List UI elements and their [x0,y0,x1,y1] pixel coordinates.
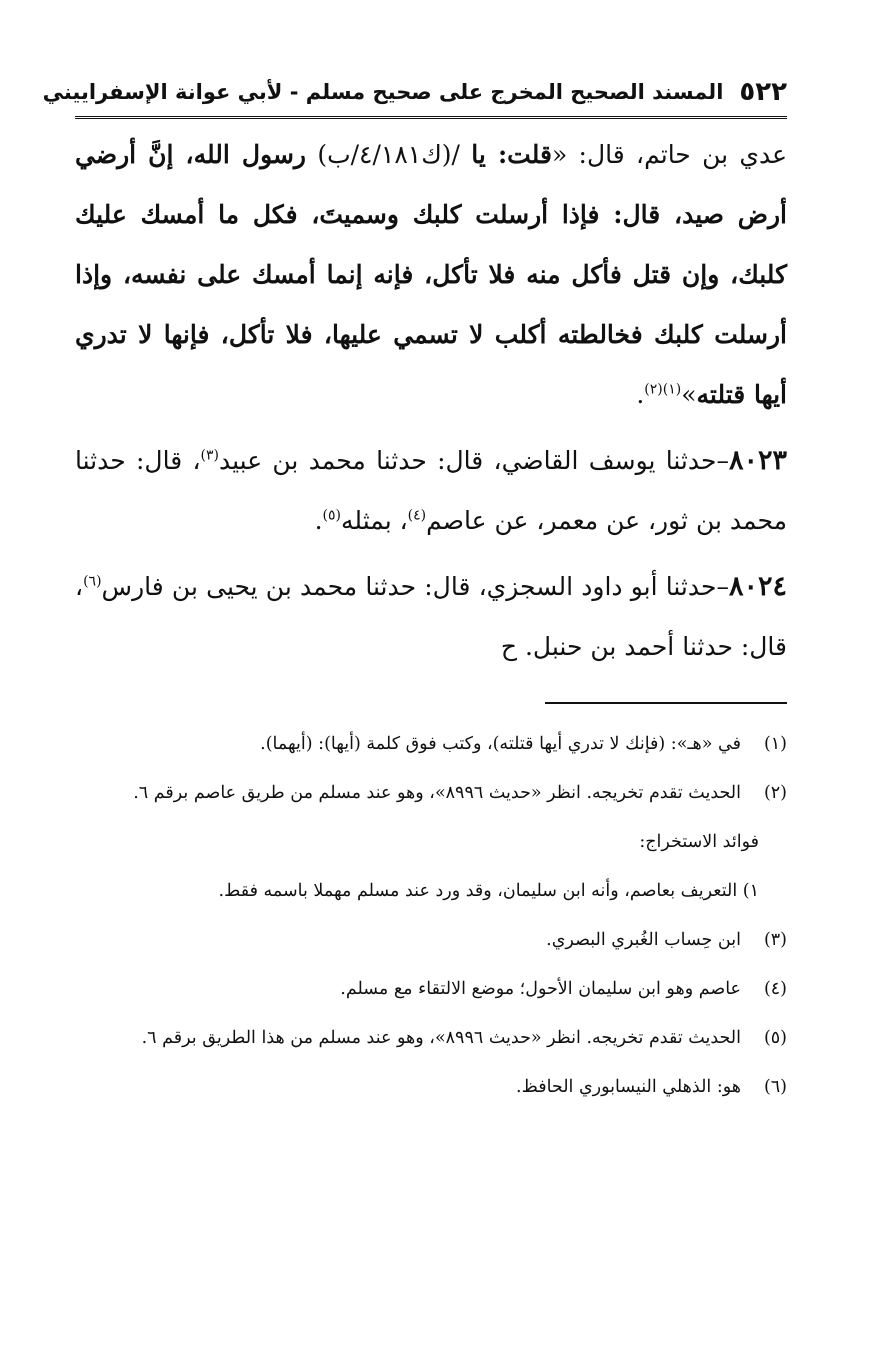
text-run: . [314,506,323,535]
bold-hadith-text: رسول الله، إنَّ أرضي أرض صيد، قال: فإذا أرسلت كلبك وسميتَ، فكل ما أمسك عليك كلبك، وإن قتل فأكل منه فلا تأكل، فإنه إنما أمسك على نفسه، وإذا أرسلت كلبك فخالطته أكلب لا تسمي عليها، فلا تأكل، فإنها لا تدري أيها قتلته [75,140,787,409]
hadith-paragraph-1 [75,125,787,425]
closing-quote: » [681,380,697,409]
bold-quote-start: قلت: يا [471,140,552,169]
hadith-number: ٨٠٢٣ [728,445,787,476]
running-title: المسند الصحيح المخرج على صحيح مسلم - لأبي عوانة الإسفراييني [42,80,724,104]
footnote-separator [545,702,787,704]
footnote-number: (٣) [763,930,787,950]
hadith-paragraph-8023 [75,431,787,551]
text-run: . [636,380,645,409]
text-run: –حدثنا يوسف القاضي، قال: حدثنا محمد بن عبيد [218,446,729,475]
footnote-text: عاصم وهو ابن سليمان الأحول؛ موضع الالتقاء مع مسلم. [340,979,741,999]
footnote-5 [75,1014,787,1063]
header-rule [75,116,787,119]
footnotes [75,720,787,1112]
text-run: ، قال: حدثنا محمد بن ثور، عن معمر، عن عاصم [75,446,787,535]
footnote-1 [75,720,787,769]
footnote-2-heading: فوائد الاستخراج: [639,832,759,852]
footnote-text: في «هـ»: (فإنك لا تدري أيها قتلته)، وكتب فوق كلمة (أيها): (أيهما). [260,734,741,754]
footnote-marker-3[interactable]: (٣) [200,447,219,464]
footnote-4 [75,965,787,1014]
text-run: ، قال: حدثنا أحمد بن حنبل. ح [75,572,787,661]
footnote-text: الحديث تقدم تخريجه. انظر «حديث ٨٩٩٦»، وهو عند مسلم من طريق عاصم برقم ٦. [133,783,741,803]
footnote-text: هو: الذهلي النيسابوري الحافظ. [516,1077,741,1097]
footnote-marker-6[interactable]: (٦) [83,573,102,590]
text-run: عدي بن حاتم، قال: « [551,140,787,169]
footnote-text: الحديث تقدم تخريجه. انظر «حديث ٨٩٩٦»، وهو عند مسلم من هذا الطريق برقم ٦. [141,1028,741,1048]
manuscript-reference: /(ك٤/١٨١/ب) [306,140,472,169]
footnote-marker-1[interactable]: (١) [662,381,682,398]
page-header [42,72,787,112]
footnote-marker-4[interactable]: (٤) [407,507,427,524]
main-text [75,125,787,677]
footnote-number: (٦) [763,1077,787,1097]
footnote-marker-2[interactable]: (٢) [644,381,663,398]
footnote-2-point: ١) التعريف بعاصم، وأنه ابن سليمان، وقد ورد عند مسلم مهملا باسمه فقط. [218,881,759,901]
page-number: ٥٢٢ [739,77,787,107]
hadith-number: ٨٠٢٤ [728,571,787,602]
footnote-number: (١) [763,734,787,754]
footnote-number: (٥) [763,1028,787,1048]
footnote-text: ابن حِساب الغُبري البصري. [546,930,741,950]
hadith-paragraph-8024 [75,557,787,677]
footnote-number: (٢) [763,783,787,803]
footnote-6 [75,1063,787,1112]
text-run: ، بمثله [341,506,408,535]
footnote-2 [75,769,787,818]
footnote-number: (٤) [763,979,787,999]
text-run: –حدثنا أبو داود السجزي، قال: حدثنا محمد بن يحيى بن فارس [101,572,729,601]
footnote-marker-5[interactable]: (٥) [322,507,342,524]
footnote-3 [75,916,787,965]
